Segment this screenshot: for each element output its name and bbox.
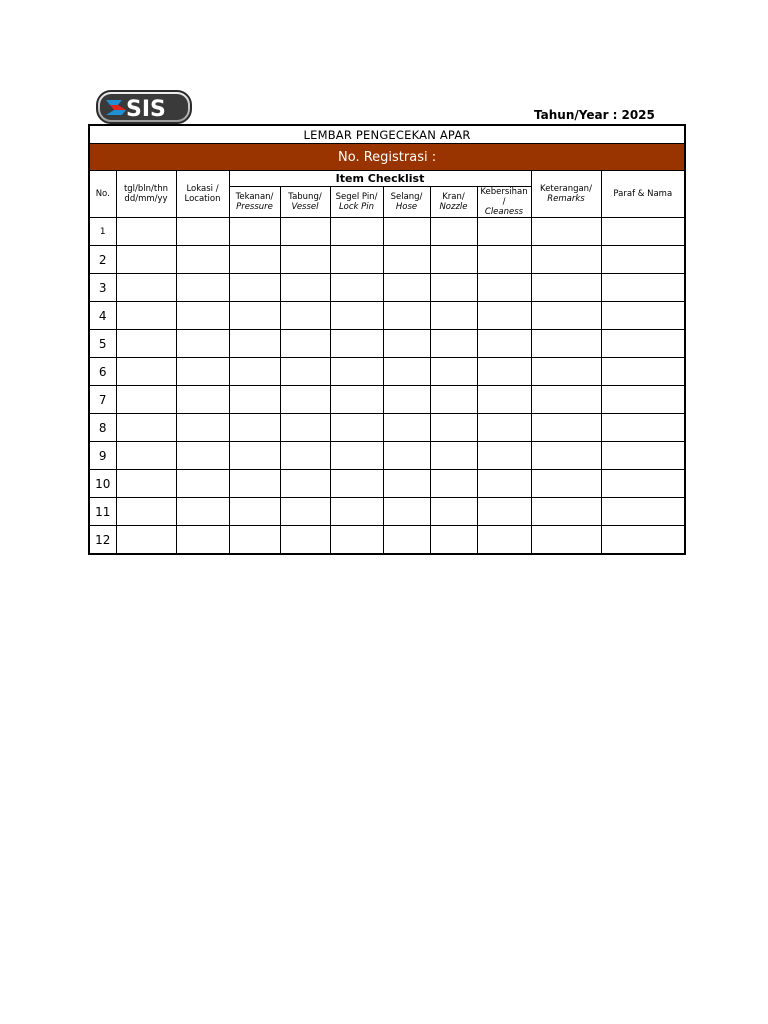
- nozzle-cell[interactable]: [430, 274, 477, 302]
- vessel-cell[interactable]: [280, 526, 330, 555]
- table-row: [89, 330, 685, 358]
- lock-pin-cell[interactable]: [330, 414, 383, 442]
- header-lock-pin-id: Segel Pin/: [335, 192, 378, 202]
- hose-cell[interactable]: [383, 386, 430, 414]
- header-remarks-en: Remarks: [547, 194, 585, 204]
- cleaness-cell[interactable]: [477, 302, 531, 330]
- table-row: [89, 442, 685, 470]
- row-number: 5: [89, 330, 116, 358]
- pressure-cell[interactable]: [229, 246, 280, 274]
- nozzle-cell[interactable]: [430, 498, 477, 526]
- signature-cell[interactable]: [601, 302, 685, 330]
- table-row: [89, 526, 685, 555]
- signature-cell[interactable]: [601, 246, 685, 274]
- header-no: No.: [89, 171, 116, 218]
- nozzle-cell[interactable]: [430, 358, 477, 386]
- signature-cell[interactable]: [601, 358, 685, 386]
- header-remarks-id: Keterangan/: [540, 184, 592, 194]
- table-row: [89, 246, 685, 274]
- company-logo: [96, 90, 192, 124]
- header-date-line1: tgl/bln/thn: [123, 184, 169, 194]
- pressure-cell[interactable]: [229, 302, 280, 330]
- vessel-cell[interactable]: [280, 442, 330, 470]
- year-value: 2025: [621, 108, 655, 122]
- remarks-cell[interactable]: [531, 442, 601, 470]
- pressure-cell[interactable]: [229, 218, 280, 246]
- cleaness-cell[interactable]: [477, 274, 531, 302]
- date-cell[interactable]: [116, 358, 176, 386]
- remarks-cell[interactable]: [531, 330, 601, 358]
- remarks-cell[interactable]: [531, 498, 601, 526]
- signature-cell[interactable]: [601, 442, 685, 470]
- location-cell[interactable]: [176, 274, 229, 302]
- signature-cell[interactable]: [601, 218, 685, 246]
- signature-cell[interactable]: [601, 498, 685, 526]
- signature-cell[interactable]: [601, 330, 685, 358]
- vessel-cell[interactable]: [280, 302, 330, 330]
- row-number: 2: [89, 246, 116, 274]
- header-item-checklist: Item Checklist: [229, 171, 531, 187]
- year-field: [534, 108, 655, 122]
- header-cleaness-id: Kebersihan: [480, 187, 528, 197]
- lock-pin-cell[interactable]: [330, 442, 383, 470]
- row-number: 6: [89, 358, 116, 386]
- table-row: [89, 386, 685, 414]
- row-number: 4: [89, 302, 116, 330]
- date-cell[interactable]: [116, 526, 176, 555]
- header-cleaness-slash: /: [502, 197, 506, 207]
- date-cell[interactable]: [116, 470, 176, 498]
- pressure-cell[interactable]: [229, 526, 280, 555]
- date-cell[interactable]: [116, 330, 176, 358]
- lock-pin-cell[interactable]: [330, 330, 383, 358]
- header-cleaness-en: Cleaness: [484, 207, 524, 217]
- header-hose: [383, 187, 430, 218]
- lock-pin-cell[interactable]: [330, 246, 383, 274]
- nozzle-cell[interactable]: [430, 302, 477, 330]
- remarks-cell[interactable]: [531, 274, 601, 302]
- header-vessel-en: Vessel: [291, 202, 319, 212]
- header-date: [116, 171, 176, 218]
- cleaness-cell[interactable]: [477, 470, 531, 498]
- nozzle-cell[interactable]: [430, 218, 477, 246]
- table-row: [89, 274, 685, 302]
- date-cell[interactable]: [116, 246, 176, 274]
- pressure-cell[interactable]: [229, 470, 280, 498]
- header-location: [176, 171, 229, 218]
- signature-cell[interactable]: [601, 526, 685, 555]
- lock-pin-cell[interactable]: [330, 470, 383, 498]
- vessel-cell[interactable]: [280, 498, 330, 526]
- hose-cell[interactable]: [383, 498, 430, 526]
- cleaness-cell[interactable]: [477, 414, 531, 442]
- hose-cell[interactable]: [383, 302, 430, 330]
- cleaness-cell[interactable]: [477, 386, 531, 414]
- location-cell[interactable]: [176, 218, 229, 246]
- location-cell[interactable]: [176, 330, 229, 358]
- header-pressure-en: Pressure: [236, 202, 273, 212]
- vessel-cell[interactable]: [280, 330, 330, 358]
- table-row: [89, 302, 685, 330]
- vessel-cell[interactable]: [280, 414, 330, 442]
- nozzle-cell[interactable]: [430, 246, 477, 274]
- date-cell[interactable]: [116, 386, 176, 414]
- row-number: 7: [89, 386, 116, 414]
- table-row: [89, 358, 685, 386]
- header-hose-id: Selang/: [390, 192, 423, 202]
- header-lock-pin-en: Lock Pin: [338, 202, 375, 212]
- cleaness-cell[interactable]: [477, 218, 531, 246]
- header-date-line2: dd/mm/yy: [124, 194, 168, 204]
- lock-pin-cell[interactable]: [330, 274, 383, 302]
- header-nozzle-en: Nozzle: [439, 202, 468, 212]
- location-cell[interactable]: [176, 442, 229, 470]
- remarks-cell[interactable]: [531, 526, 601, 555]
- nozzle-cell[interactable]: [430, 470, 477, 498]
- vessel-cell[interactable]: [280, 358, 330, 386]
- hose-cell[interactable]: [383, 274, 430, 302]
- date-cell[interactable]: [116, 218, 176, 246]
- header-signature: Paraf & Nama: [601, 171, 685, 218]
- hose-cell[interactable]: [383, 526, 430, 555]
- hose-cell[interactable]: [383, 218, 430, 246]
- header-vessel: [280, 187, 330, 218]
- cleaness-cell[interactable]: [477, 358, 531, 386]
- date-cell[interactable]: [116, 274, 176, 302]
- row-number: 8: [89, 414, 116, 442]
- remarks-cell[interactable]: [531, 246, 601, 274]
- lock-pin-cell[interactable]: [330, 526, 383, 555]
- hose-cell[interactable]: [383, 414, 430, 442]
- header-location-line1: Lokasi /: [186, 184, 219, 194]
- lock-pin-cell[interactable]: [330, 218, 383, 246]
- date-cell[interactable]: [116, 498, 176, 526]
- date-cell[interactable]: [116, 442, 176, 470]
- header-nozzle: [430, 187, 477, 218]
- date-cell[interactable]: [116, 414, 176, 442]
- nozzle-cell[interactable]: [430, 442, 477, 470]
- pressure-cell[interactable]: [229, 498, 280, 526]
- row-number: 11: [89, 498, 116, 526]
- table-row: [89, 218, 685, 246]
- inspection-sheet-table: [88, 124, 686, 555]
- header-vessel-id: Tabung/: [288, 192, 322, 202]
- hose-cell[interactable]: [383, 470, 430, 498]
- vessel-cell[interactable]: [280, 470, 330, 498]
- signature-cell[interactable]: [601, 386, 685, 414]
- lock-pin-cell[interactable]: [330, 386, 383, 414]
- nozzle-cell[interactable]: [430, 526, 477, 555]
- logo-text: SIS: [126, 97, 166, 122]
- inspection-rows: [89, 218, 685, 555]
- hose-cell[interactable]: [383, 442, 430, 470]
- vessel-cell[interactable]: [280, 386, 330, 414]
- pressure-cell[interactable]: [229, 386, 280, 414]
- sis-logo-icon: [96, 90, 192, 124]
- location-cell[interactable]: [176, 358, 229, 386]
- nozzle-cell[interactable]: [430, 386, 477, 414]
- vessel-cell[interactable]: [280, 246, 330, 274]
- location-cell[interactable]: [176, 302, 229, 330]
- signature-cell[interactable]: [601, 470, 685, 498]
- header-hose-en: Hose: [395, 202, 418, 212]
- cleaness-cell[interactable]: [477, 246, 531, 274]
- location-cell[interactable]: [176, 386, 229, 414]
- row-number: 1: [89, 218, 116, 246]
- lock-pin-cell[interactable]: [330, 498, 383, 526]
- pressure-cell[interactable]: [229, 442, 280, 470]
- hose-cell[interactable]: [383, 358, 430, 386]
- year-label: Tahun/Year :: [534, 108, 618, 122]
- remarks-cell[interactable]: [531, 302, 601, 330]
- remarks-cell[interactable]: [531, 358, 601, 386]
- remarks-cell[interactable]: [531, 386, 601, 414]
- pressure-cell[interactable]: [229, 274, 280, 302]
- location-cell[interactable]: [176, 498, 229, 526]
- header-cleaness: [477, 187, 531, 218]
- header-pressure: [229, 187, 280, 218]
- header-location-line2: Location: [184, 194, 221, 204]
- remarks-cell[interactable]: [531, 414, 601, 442]
- header-lock-pin: [330, 187, 383, 218]
- signature-cell[interactable]: [601, 274, 685, 302]
- pressure-cell[interactable]: [229, 330, 280, 358]
- hose-cell[interactable]: [383, 330, 430, 358]
- cleaness-cell[interactable]: [477, 526, 531, 555]
- hose-cell[interactable]: [383, 246, 430, 274]
- nozzle-cell[interactable]: [430, 330, 477, 358]
- date-cell[interactable]: [116, 302, 176, 330]
- row-number: 9: [89, 442, 116, 470]
- cleaness-cell[interactable]: [477, 498, 531, 526]
- row-number: 10: [89, 470, 116, 498]
- lock-pin-cell[interactable]: [330, 358, 383, 386]
- location-cell[interactable]: [176, 470, 229, 498]
- remarks-cell[interactable]: [531, 470, 601, 498]
- row-number: 3: [89, 274, 116, 302]
- cleaness-cell[interactable]: [477, 330, 531, 358]
- header-pressure-id: Tekanan/: [235, 192, 274, 202]
- remarks-cell[interactable]: [531, 218, 601, 246]
- vessel-cell[interactable]: [280, 218, 330, 246]
- nozzle-cell[interactable]: [430, 414, 477, 442]
- location-cell[interactable]: [176, 246, 229, 274]
- vessel-cell[interactable]: [280, 274, 330, 302]
- table-row: [89, 470, 685, 498]
- lock-pin-cell[interactable]: [330, 302, 383, 330]
- location-cell[interactable]: [176, 414, 229, 442]
- pressure-cell[interactable]: [229, 414, 280, 442]
- location-cell[interactable]: [176, 526, 229, 555]
- cleaness-cell[interactable]: [477, 442, 531, 470]
- sheet-title: LEMBAR PENGECEKAN APAR: [89, 125, 685, 144]
- registration-label: No. Registrasi :: [89, 144, 685, 171]
- header-nozzle-id: Kran/: [442, 192, 465, 202]
- header-remarks: [531, 171, 601, 218]
- signature-cell[interactable]: [601, 414, 685, 442]
- table-row: [89, 498, 685, 526]
- table-row: [89, 414, 685, 442]
- row-number: 12: [89, 526, 116, 555]
- pressure-cell[interactable]: [229, 358, 280, 386]
